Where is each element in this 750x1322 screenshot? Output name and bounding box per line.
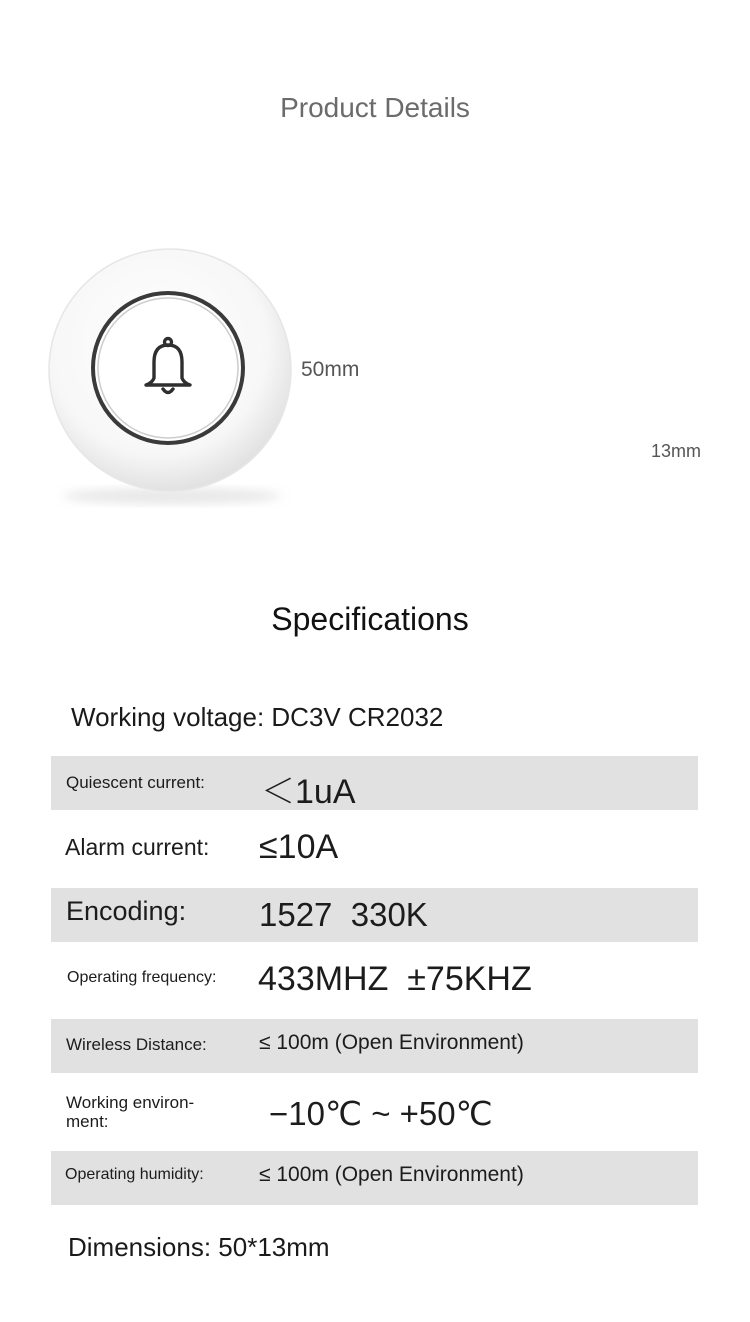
spec-value: 1527 330K [259,896,428,933]
spec-row-alarm-current [51,818,698,874]
spec-value: ＜1uA [261,773,356,811]
diameter-label: 50mm [301,358,360,381]
spec-row-quiescent-current [51,756,698,810]
spec-row-encoding [51,888,698,942]
spec-row-operating-frequency [51,952,698,1008]
spec-value: 433MHZ ±75KHZ [258,960,532,998]
spec-label: Operating frequency: [67,969,217,986]
spec-label: Wireless Distance: [66,1035,207,1054]
dimensions: Dimensions: 50*13mm [68,1232,330,1262]
spec-value: −10℃ ~ +50℃ [269,1095,493,1132]
spec-value: ≤ 100m (Open Environment) [259,1163,524,1186]
spec-label: Quiescent current: [66,773,205,792]
spec-label: Alarm current: [65,834,210,860]
spec-label: Working environ-ment: [66,1093,195,1131]
product-image-front [0,200,750,520]
thickness-label: 13mm [651,441,702,461]
spec-label: Operating humidity: [65,1166,204,1183]
section-title-product-details: Product Details [280,92,470,123]
working-voltage: Working voltage: DC3V CR2032 [71,702,444,732]
spec-label: Encoding: [66,896,187,926]
spec-row-working-environment [51,1088,698,1148]
spec-row-operating-humidity [51,1151,698,1205]
spec-value: ≤10A [259,828,339,866]
spec-row-wireless-distance [51,1019,698,1073]
section-title-specifications: Specifications [271,601,469,637]
spec-value: ≤ 100m (Open Environment) [259,1031,524,1054]
